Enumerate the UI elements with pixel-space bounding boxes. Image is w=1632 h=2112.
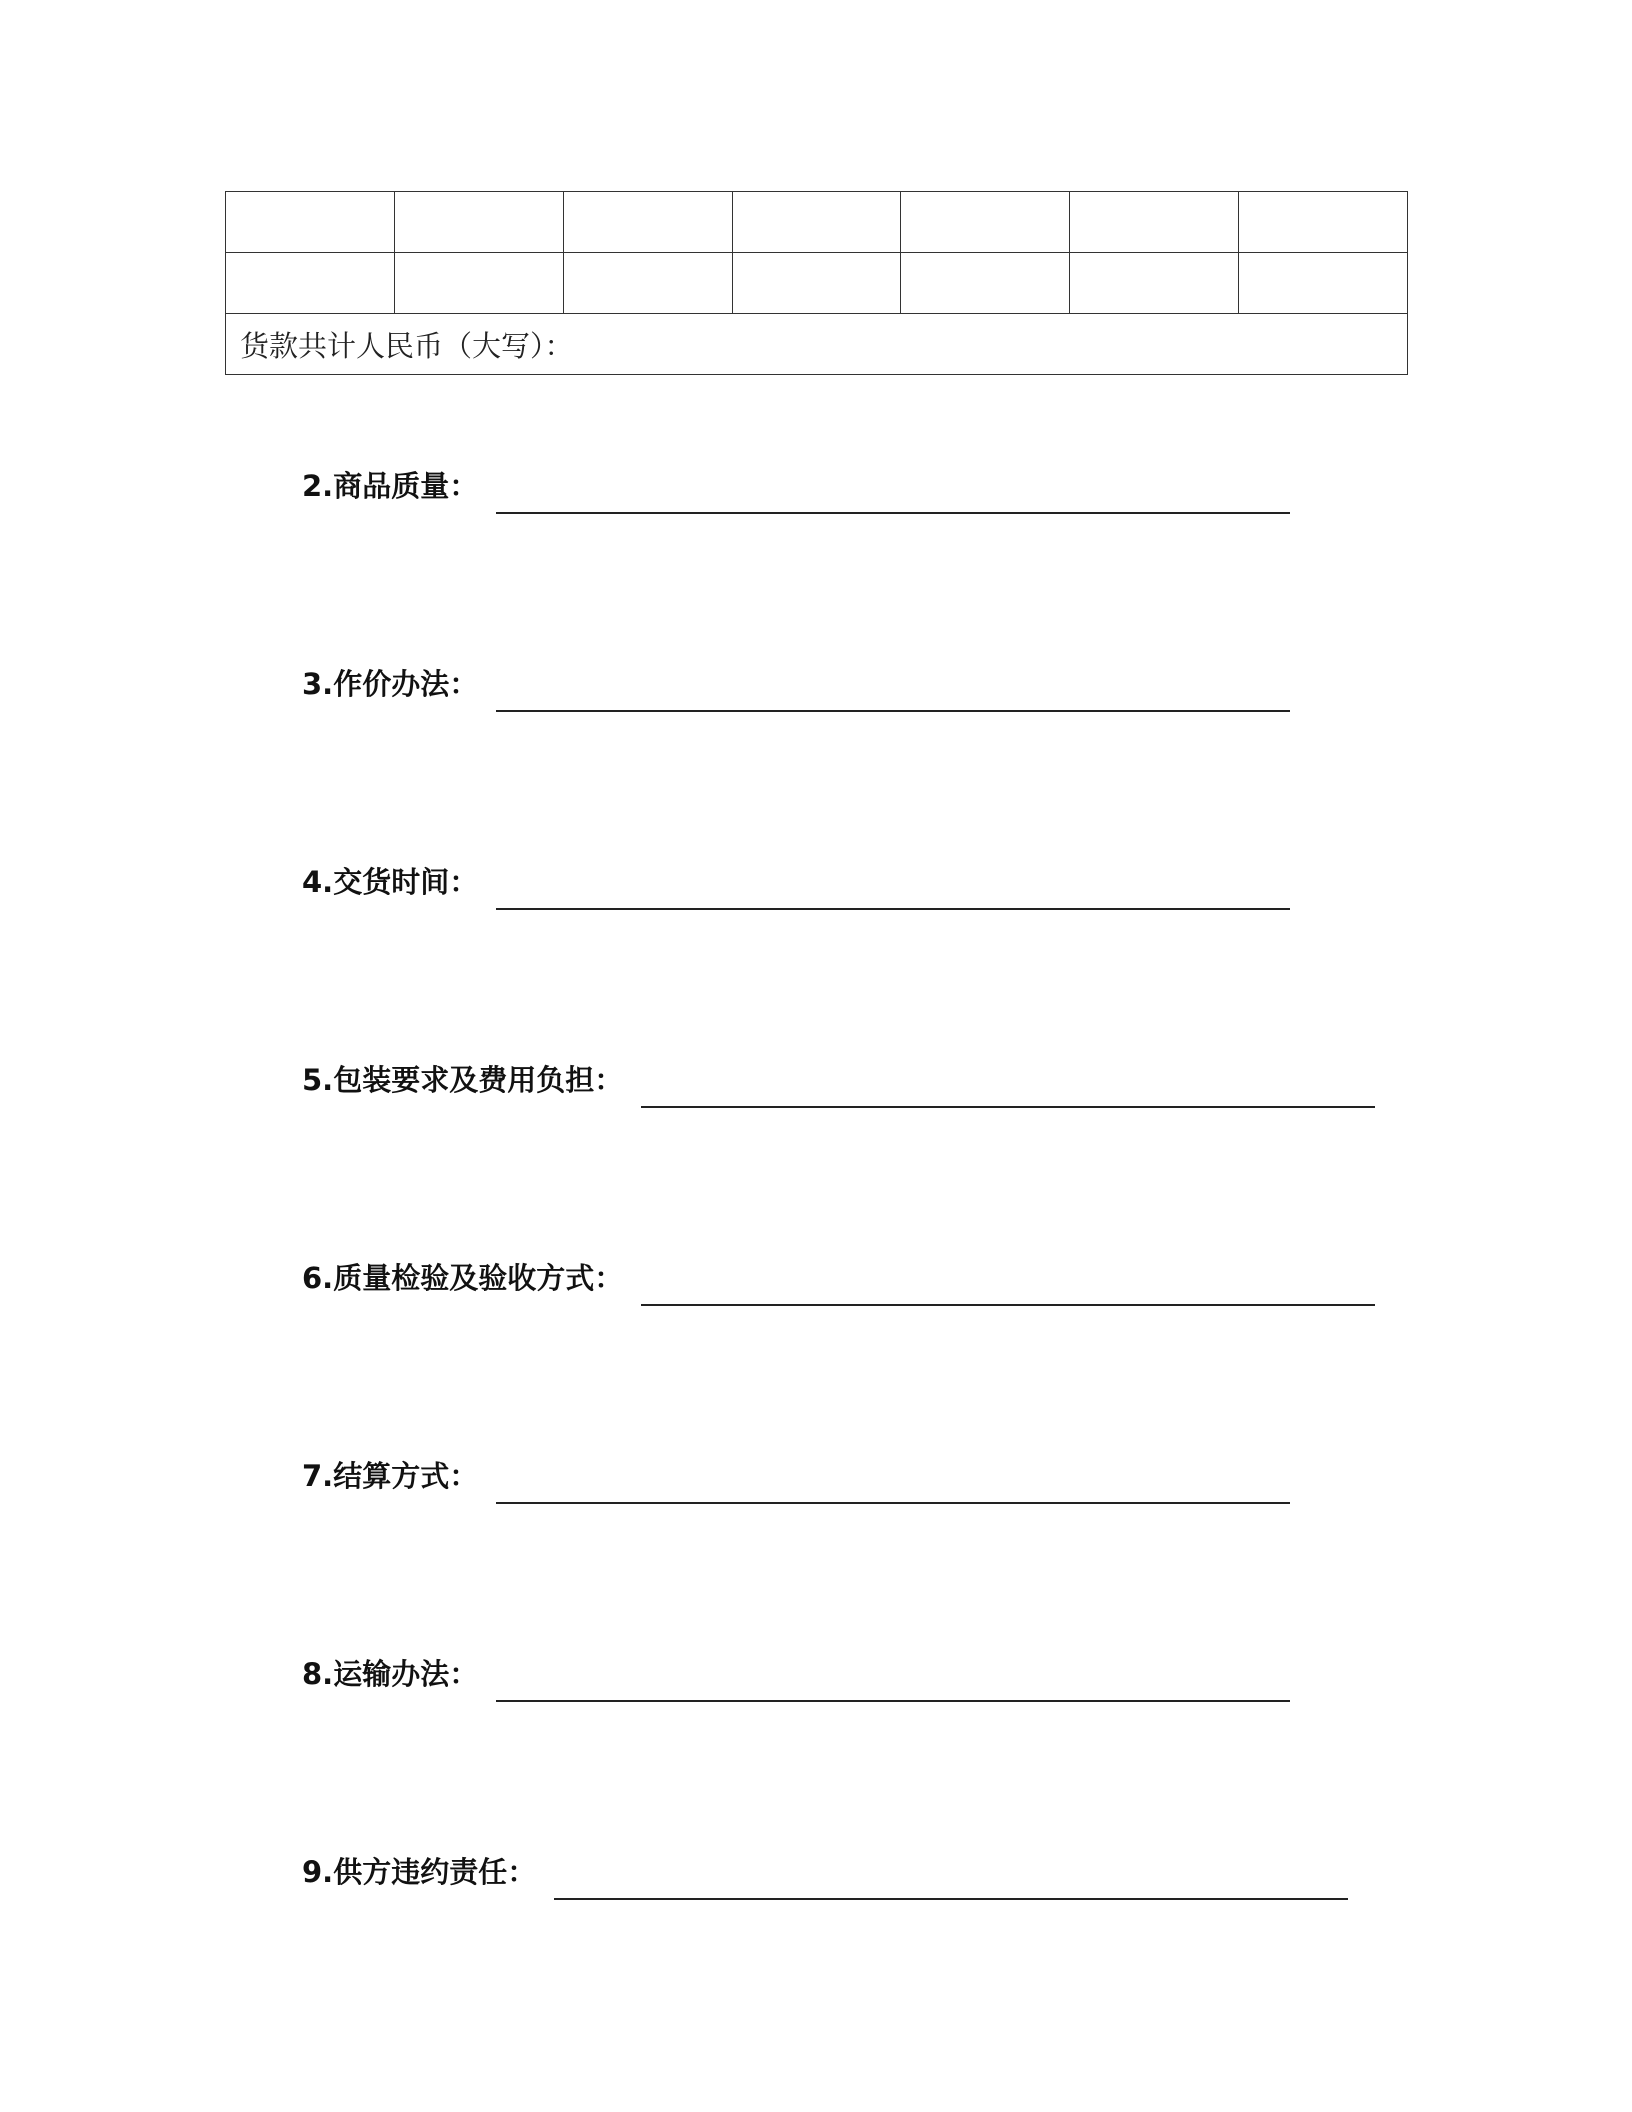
table-total-row [226,314,1408,375]
total-amount-label: 货款共计人民币（大写）： [226,314,1408,375]
fill-line[interactable] [496,1501,1290,1504]
table-cell[interactable] [1070,192,1239,253]
table-cell[interactable] [732,253,901,314]
table-cell[interactable] [563,192,732,253]
table-cell[interactable] [901,192,1070,253]
table-row [226,192,1408,253]
field-label: 6.质量检验及验收方式： [302,1261,624,1295]
table-cell[interactable] [563,253,732,314]
field-quality [302,462,1290,506]
fill-line[interactable] [496,511,1290,514]
field-inspection [302,1254,1375,1298]
field-delivery-time [302,858,1290,902]
table-cell[interactable] [394,253,563,314]
field-settlement [302,1452,1290,1496]
fill-line[interactable] [496,709,1290,712]
field-packaging [302,1056,1375,1100]
field-label: 4.交货时间： [302,865,479,899]
table-cell[interactable] [1239,192,1408,253]
field-pricing-method [302,660,1290,704]
table-cell[interactable] [1070,253,1239,314]
table-cell[interactable] [226,253,395,314]
field-label: 2.商品质量： [302,469,479,503]
field-label: 5.包装要求及费用负担： [302,1063,624,1097]
fill-line[interactable] [554,1897,1348,1900]
fill-line[interactable] [496,1699,1290,1702]
table-row [226,253,1408,314]
fill-line[interactable] [641,1105,1375,1108]
field-label: 3.作价办法： [302,667,479,701]
table-cell[interactable] [226,192,395,253]
field-label: 9.供方违约责任： [302,1855,537,1889]
table-cell[interactable] [1239,253,1408,314]
goods-table [225,191,1408,375]
field-label: 7.结算方式： [302,1459,479,1493]
table-cell[interactable] [732,192,901,253]
fill-line[interactable] [641,1303,1375,1306]
field-supplier-liability [302,1848,1348,1892]
field-transport [302,1650,1290,1694]
table-cell[interactable] [394,192,563,253]
field-label: 8.运输办法： [302,1657,479,1691]
table-cell[interactable] [901,253,1070,314]
fill-line[interactable] [496,907,1290,910]
